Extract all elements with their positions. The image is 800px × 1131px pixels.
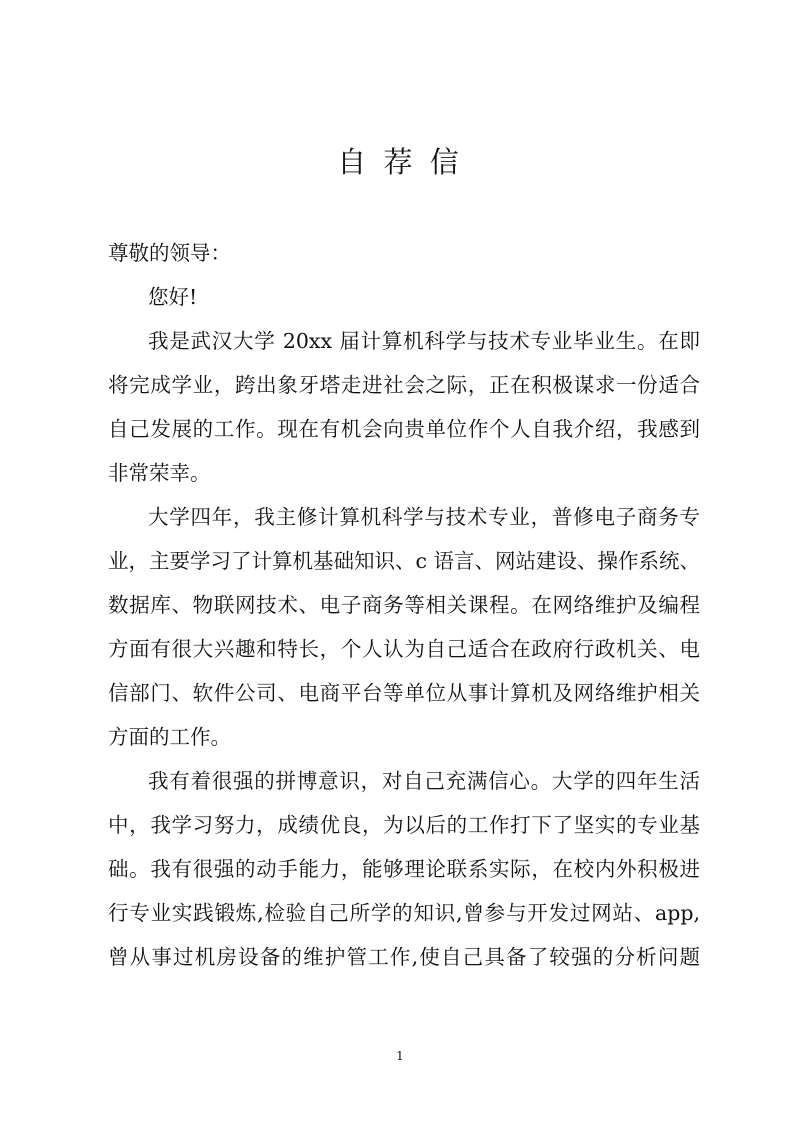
paragraph-line: 础。我有很强的动手能力，能够理论联系实际，在校内外积极进 bbox=[108, 857, 700, 881]
paragraph-line: 业，主要学习了计算机基础知识、c 语言、网站建设、操作系统、 bbox=[108, 549, 700, 573]
paragraph-line: 行专业实践锻炼,检验自己所学的知识,曾参与开发过网站、app, bbox=[108, 901, 700, 925]
paragraph-3 bbox=[108, 759, 700, 979]
paragraph-1 bbox=[108, 319, 700, 495]
page-number: 1 bbox=[396, 1049, 404, 1063]
salutation: 尊敬的领导： bbox=[108, 241, 231, 265]
paragraph-line: 自己发展的工作。现在有机会向贵单位作个人自我介绍，我感到 bbox=[108, 417, 700, 441]
page-title: 自 荐 信 bbox=[337, 145, 463, 179]
letter-body bbox=[108, 231, 700, 979]
paragraph-line: 大学四年，我主修计算机科学与技术专业，普修电子商务专 bbox=[148, 505, 700, 529]
paragraph-line: 方面的工作。 bbox=[108, 725, 231, 749]
paragraph-line: 将完成学业，跨出象牙塔走进社会之际，正在积极谋求一份适合 bbox=[108, 373, 700, 397]
paragraph-line: 方面有很大兴趣和特长，个人认为自己适合在政府行政机关、电 bbox=[108, 637, 700, 661]
paragraph-line: 中，我学习努力，成绩优良，为以后的工作打下了坚实的专业基 bbox=[108, 813, 700, 837]
paragraph-line: 信部门、软件公司、电商平台等单位从事计算机及网络维护相关 bbox=[108, 681, 700, 705]
paragraph-line: 曾从事过机房设备的维护管工作,使自己具备了较强的分析问题 bbox=[108, 945, 700, 969]
paragraph-line: 数据库、物联网技术、电子商务等相关课程。在网络维护及编程 bbox=[108, 593, 700, 617]
paragraph-2 bbox=[108, 495, 700, 759]
paragraph-line: 非常荣幸。 bbox=[108, 461, 211, 485]
paragraph-line: 我是武汉大学 20xx 届计算机科学与技术专业毕业生。在即 bbox=[148, 329, 700, 353]
greeting: 您好! bbox=[148, 285, 198, 309]
paragraph-line: 我有着很强的拼博意识，对自己充满信心。大学的四年生活 bbox=[148, 769, 700, 793]
